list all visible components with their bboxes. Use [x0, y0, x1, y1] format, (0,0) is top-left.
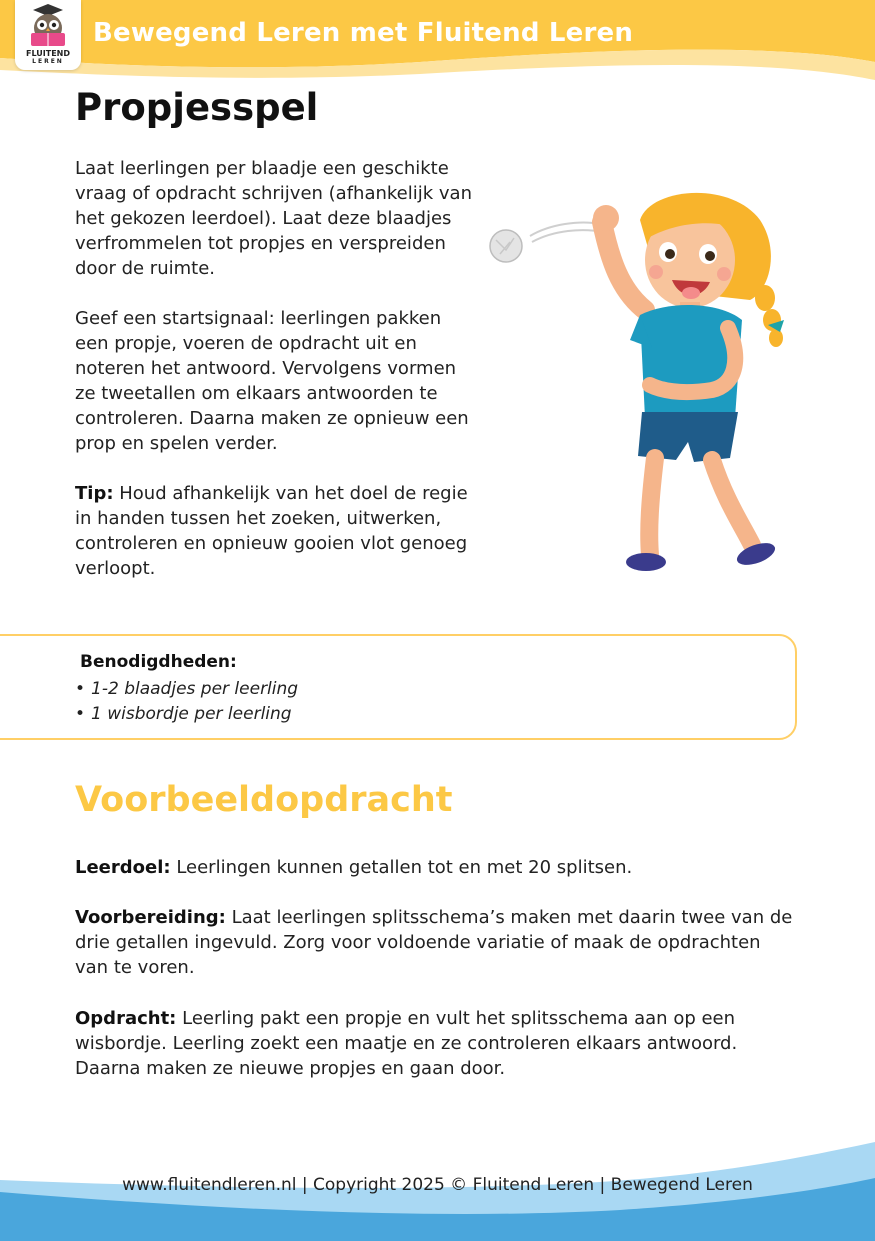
logo-line1: FLUITEND [25, 49, 70, 58]
bullet-icon: • [75, 679, 86, 699]
example-section-title: Voorbeeldopdracht [75, 780, 453, 820]
materials-list [75, 677, 298, 727]
tip-text: Houd afhankelijk van het doel de regie in handen tussen het zoeken, uitwerken, controleren en opnieuw gooien vlot genoeg verloopt. [75, 483, 468, 579]
materials-title: Benodigdheden: [80, 652, 237, 672]
material-item-2: 1 wisbordje per leerling [91, 704, 292, 724]
header-title: Bewegend Leren met Fluitend Leren [93, 18, 634, 48]
opdracht-label: Opdracht: [75, 1008, 177, 1029]
girl-throwing-paper-ball-icon [480, 180, 790, 580]
list-item [75, 702, 298, 727]
intro-paragraph-1: Laat leerlingen per blaadje een geschikte vraag of opdracht schrijven (afhankelijk van het gekozen leerdoel). Laat deze blaadjes verfrommelen tot propjes en verspreiden door de ruimte. [75, 158, 472, 279]
leerdoel-text: Leerlingen kunnen getallen tot en met 20 splitsen. [170, 857, 633, 878]
footer-text: www.fluitendleren.nl | Copyright 2025 © Fluitend Leren | Bewegend Leren [122, 1175, 753, 1195]
voorbereiding-text: Laat leerlingen splitsschema’s maken met daarin twee van de drie getallen ingevuld. Zorg voor voldoende variatie of maak de opdrachten van te voren. [75, 907, 793, 978]
intro-paragraph-2: Geef een startsignaal: leerlingen pakken een propje, voeren de opdracht uit en noteren het antwoord. Vervolgens vormen ze tweetallen om elkaars antwoorden te controleren. Daarna maken ze opnieuw een prop en spelen verder. [75, 308, 469, 454]
voorbereiding-paragraph [75, 905, 795, 980]
logo [15, 0, 81, 70]
owl-reading-book-icon [15, 0, 81, 50]
voorbereiding-label: Voorbereiding: [75, 907, 226, 928]
logo-wordmark [15, 50, 81, 66]
list-item [75, 677, 298, 702]
material-item-1: 1-2 blaadjes per leerling [91, 679, 299, 699]
tip-label: Tip: [75, 483, 114, 504]
logo-line2: LEREN [32, 58, 64, 65]
bullet-icon: • [75, 704, 86, 724]
leerdoel-paragraph [75, 855, 795, 880]
opdracht-text: Leerling pakt een propje en vult het splitsschema aan op een wisbordje. Leerling zoekt een maatje en ze controleren elkaars antwoord. Daarna maken ze nieuwe propjes en gaan door. [75, 1008, 738, 1079]
page-title: Propjesspel [75, 86, 319, 129]
tip-paragraph [75, 481, 480, 581]
opdracht-paragraph [75, 1006, 795, 1081]
leerdoel-label: Leerdoel: [75, 857, 171, 878]
